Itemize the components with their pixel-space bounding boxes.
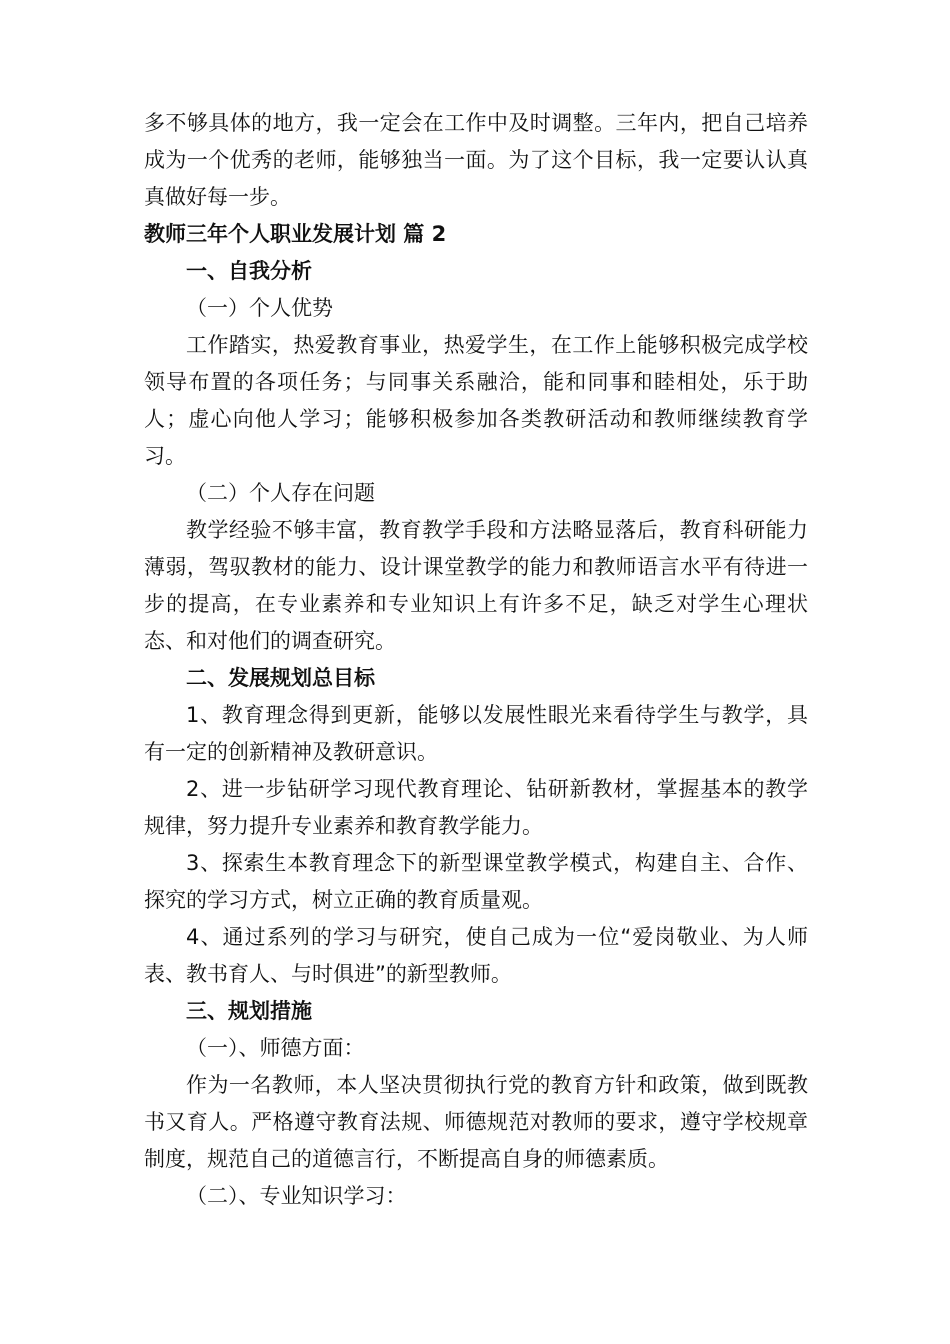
section3-sub1-body: 作为一名教师，本人坚决贯彻执行党的教育方针和政策，做到既教书又育人。严格遵守教育法规、师德规范对教师的要求，遵守学校规章制度，规范自己的道德言行，不断提高自身的师德素质。 xyxy=(144,1073,808,1171)
goal-item: 4、通过系列的学习与研究，使自己成为一位“爱岗敬业、为人师表、教书育人、与时俱进”的新型教师。 xyxy=(144,925,808,986)
section1-sub1-body: 工作踏实，热爱教育事业，热爱学生，在工作上能够积极完成学校领导布置的各项任务；与同事关系融洽，能和同事和睦相处，乐于助人；虚心向他人学习；能够积极参加各类教研活动和教师继续教育学习。 xyxy=(144,333,808,468)
section2-heading: 二、发展规划总目标 xyxy=(186,666,375,690)
document-page xyxy=(144,105,808,1215)
section1-sub1-heading: （一）个人优势 xyxy=(186,296,333,320)
section3-sub2-heading: （二）、专业知识学习： xyxy=(186,1184,407,1208)
section1-sub2-heading: （二）个人存在问题 xyxy=(186,481,375,505)
intro-paragraph: 多不够具体的地方，我一定会在工作中及时调整。三年内，把自己培养成为一个优秀的老师，能够独当一面。为了这个目标，我一定要认认真真做好每一步。 xyxy=(144,111,808,209)
goal-item: 2、进一步钻研学习现代教育理论、钻研新教材，掌握基本的教学规律，努力提升专业素养和教育教学能力。 xyxy=(144,777,808,838)
section1-heading: 一、自我分析 xyxy=(186,259,312,283)
chapter-title: 教师三年个人职业发展计划 篇 2 xyxy=(144,222,447,246)
goal-item: 3、探索生本教育理念下的新型课堂教学模式，构建自主、合作、探究的学习方式，树立正确的教育质量观。 xyxy=(144,851,808,912)
section1-sub2-body: 教学经验不够丰富，教育教学手段和方法略显落后，教育科研能力薄弱，驾驭教材的能力、设计课堂教学的能力和教师语言水平有待进一步的提高，在专业素养和专业知识上有许多不足，缺乏对学生心理状态、和对他们的调查研究。 xyxy=(144,518,808,653)
goal-item: 1、教育理念得到更新，能够以发展性眼光来看待学生与教学，具有一定的创新精神及教研意识。 xyxy=(144,703,808,764)
section3-heading: 三、规划措施 xyxy=(186,999,312,1023)
section3-sub1-heading: （一）、师德方面： xyxy=(186,1036,365,1060)
